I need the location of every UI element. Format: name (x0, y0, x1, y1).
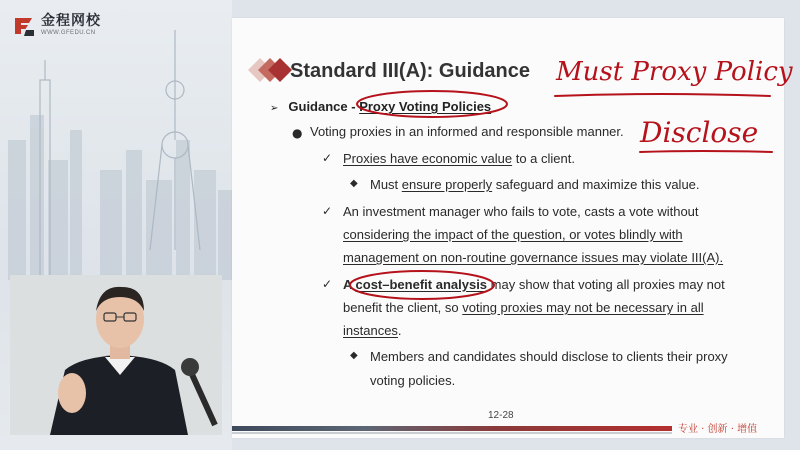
bullet-1: Voting proxies in an informed and responsible manner. (310, 124, 624, 139)
logo-icon (12, 14, 38, 38)
city-skyline-illustration (0, 20, 232, 280)
brand-logo (12, 14, 101, 38)
check-2-line-2: considering the impact of the question, or votes blindly with (343, 227, 683, 242)
check-1: Proxies have economic value to a client. (343, 151, 575, 166)
slide-title: Standard III(A): Guidance (290, 60, 531, 82)
handwritten-note-2: Disclose (640, 116, 759, 149)
check-3-line-1: A cost–benefit analysis may show that voting all proxies may not (343, 277, 725, 292)
check-2-line-3: management on non-routine governance issues may violate III(A). (343, 250, 724, 265)
guidance-prefix: Guidance - (288, 99, 360, 114)
diamond-bullet-icon: ◆ (350, 178, 358, 189)
check-icon: ✓ (322, 151, 333, 165)
handwritten-note-1: Must Proxy Policy (556, 57, 793, 87)
check-icon: ✓ (322, 204, 333, 218)
arrow-bullet-icon: ➢ (270, 103, 279, 114)
footer-bar-thin (232, 432, 672, 434)
sub-bullet-1: Must ensure properly safeguard and maximize this value. (370, 177, 700, 192)
presenter-figure (10, 275, 222, 435)
logo-url: WWW.GFEDU.CN (41, 30, 96, 36)
logo-name: 金程网校 (41, 13, 101, 29)
guidance-heading (270, 99, 491, 114)
slide (232, 18, 784, 438)
check-3-line-2: benefit the client, so voting proxies may not be necessary in all (343, 300, 704, 315)
check-icon: ✓ (322, 277, 333, 291)
bullet-dot-icon: ● (292, 126, 303, 140)
sub-bullet-2-line-2: voting policies. (370, 373, 456, 388)
check-2-line-1: An investment manager who fails to vote, casts a vote without (343, 204, 699, 219)
presenter-video (10, 275, 222, 435)
diamond-bullet-icon: ◆ (350, 350, 358, 361)
sub-bullet-2-line-1: Members and candidates should disclose to clients their proxy (370, 349, 728, 364)
page-number: 12-28 (488, 410, 514, 421)
check-3-line-3: instances. (343, 323, 402, 338)
footer-slogan: 专业 · 创新 · 增值 (678, 424, 758, 435)
title-diamond-icon (248, 58, 292, 82)
footer-bar (232, 426, 672, 431)
guidance-topic: Proxy Voting Policies (359, 99, 492, 114)
